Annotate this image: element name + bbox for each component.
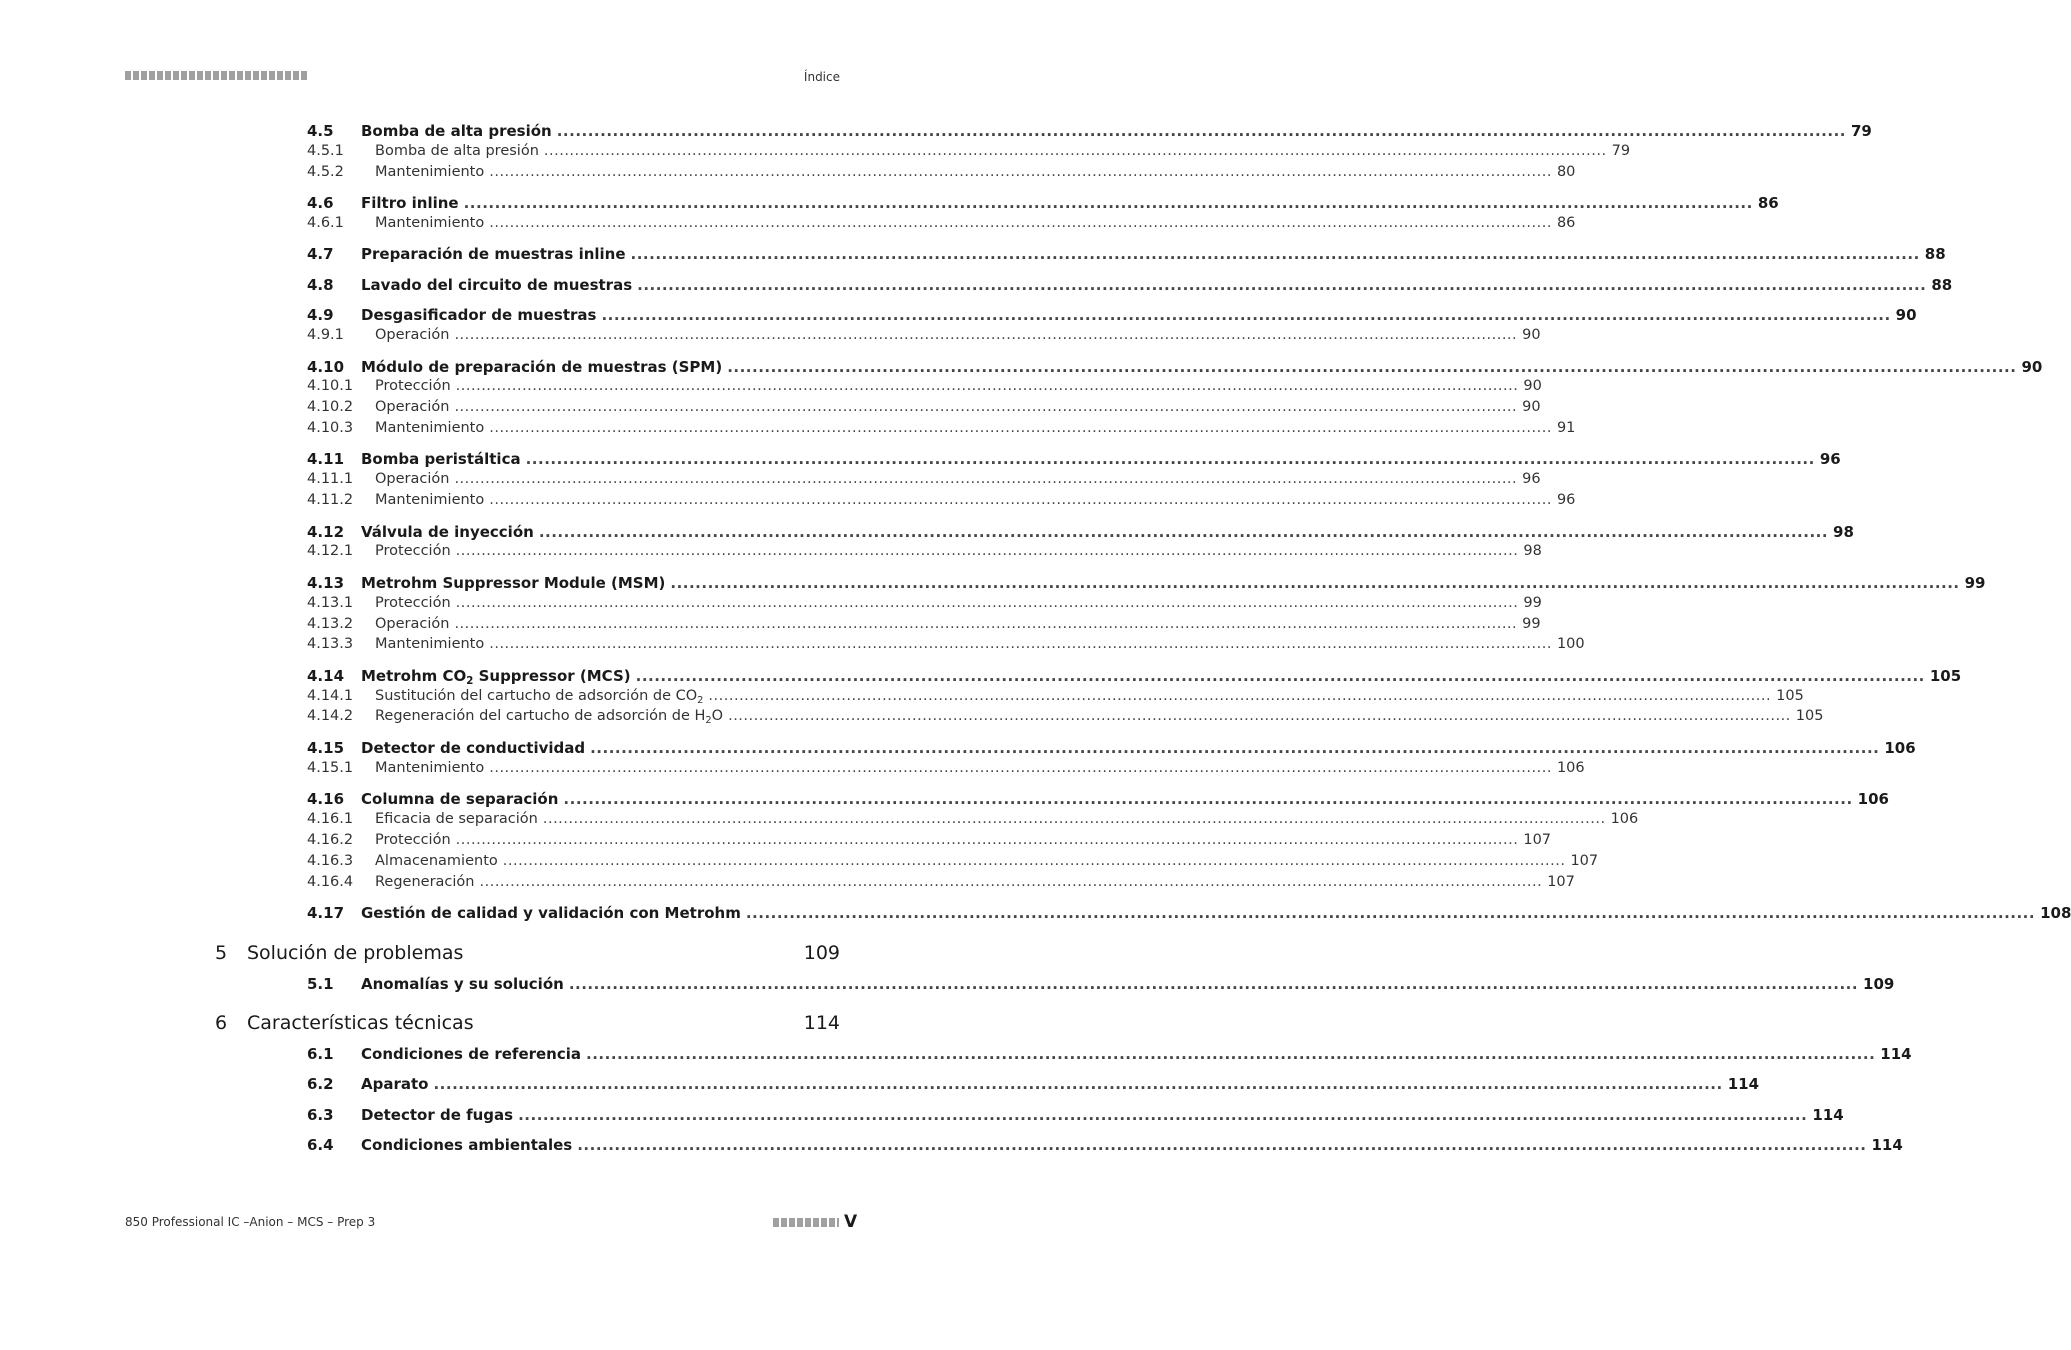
toc-chapter-title: Solución de problemas	[247, 942, 464, 964]
toc-leader	[637, 276, 1926, 294]
toc-page: 90	[1522, 399, 1541, 415]
toc-number: 6.2	[307, 1075, 334, 1093]
toc-page: 79	[1850, 122, 1872, 140]
toc-entry[interactable]	[307, 975, 1895, 995]
toc-page: 99	[1523, 595, 1542, 611]
toc-entry[interactable]	[307, 595, 1542, 615]
toc-number: 4.15.1	[307, 760, 354, 776]
toc-leader	[503, 853, 1566, 869]
toc-leader	[489, 420, 1552, 436]
toc-entry[interactable]	[307, 420, 1576, 440]
toc-leader	[577, 1136, 1866, 1154]
toc-title: Condiciones ambientales	[361, 1136, 573, 1154]
toc-page: 96	[1819, 450, 1841, 468]
toc-page: 98	[1833, 523, 1854, 541]
toc-page: 80	[1556, 164, 1576, 180]
toc-leader	[728, 708, 1791, 724]
toc-number: 4.16.4	[307, 874, 354, 890]
toc-leader	[456, 595, 1519, 611]
toc-leader	[489, 636, 1552, 652]
toc-page: 90	[1522, 327, 1541, 343]
toc-entry[interactable]	[307, 215, 1576, 235]
footer-document-title: 850 Professional IC –Anion – MCS – Prep 3	[125, 1215, 376, 1229]
toc-page: 88	[1924, 245, 1946, 263]
toc-leader	[489, 215, 1552, 231]
toc-page: 99	[1964, 574, 1986, 592]
toc-number: 4.15	[307, 739, 345, 757]
toc-title: Aparato	[361, 1075, 429, 1093]
toc-number: 6.3	[307, 1106, 334, 1124]
toc-title: Bomba peristáltica	[361, 450, 521, 468]
toc-leader	[569, 975, 1858, 993]
toc-title: Eficacia de separación	[375, 811, 538, 827]
toc-entry[interactable]	[307, 143, 1631, 163]
toc-leader	[586, 1045, 1875, 1063]
toc-page: 96	[1522, 471, 1541, 487]
toc-entry[interactable]	[307, 574, 1986, 594]
toc-number: 4.13	[307, 574, 345, 592]
toc-title: Desgasificador de muestras	[361, 306, 597, 324]
toc-title: Anomalías y su solución	[361, 975, 564, 993]
toc-page: 107	[1523, 832, 1552, 848]
toc-number: 4.7	[307, 245, 334, 263]
footer-page-number: V	[844, 1212, 858, 1232]
toc-page: 107	[1547, 874, 1575, 890]
toc-entry[interactable]	[307, 760, 1585, 780]
toc-title: Protección	[375, 595, 451, 611]
toc-number: 4.11	[307, 450, 345, 468]
toc-page: 86	[1757, 194, 1779, 212]
toc-title: Regeneración del cartucho de adsorción de $H_2O$	[375, 708, 724, 726]
toc-leader	[480, 874, 1543, 890]
footer-decoration	[773, 1218, 839, 1227]
toc-page: 105	[1795, 708, 1824, 724]
toc-page: 86	[1556, 215, 1576, 231]
toc-chapter-page: 109	[803, 942, 840, 964]
toc-page: 98	[1523, 543, 1542, 559]
toc-entry[interactable]	[307, 378, 1542, 398]
toc-page: 91	[1556, 420, 1576, 436]
toc-number: 4.14.2	[307, 708, 354, 724]
toc-entry[interactable]	[307, 523, 1854, 543]
toc-title: Bomba de alta presión	[361, 122, 552, 140]
toc-title: Mantenimiento	[375, 492, 485, 508]
toc-chapter-title: Características técnicas	[247, 1012, 474, 1034]
toc-leader	[518, 1106, 1807, 1124]
toc-leader	[563, 790, 1852, 808]
toc-leader	[454, 399, 1517, 415]
toc-page: 90	[1523, 378, 1542, 394]
toc-title: Mantenimiento	[375, 760, 485, 776]
toc-page: 107	[1570, 853, 1599, 869]
toc-entry[interactable]	[307, 811, 1639, 831]
toc-entry[interactable]	[307, 616, 1541, 636]
toc-title: Metrohm Suppressor Module (MSM)	[361, 574, 666, 592]
toc-title: Almacenamiento	[375, 853, 498, 869]
toc-title: Bomba de alta presión	[375, 143, 539, 159]
toc-number: 4.17	[307, 904, 345, 922]
toc-leader	[708, 688, 1771, 704]
toc-entry[interactable]	[307, 399, 1541, 419]
toc-entry[interactable]	[307, 688, 1804, 708]
toc-leader	[543, 811, 1606, 827]
toc-leader	[636, 667, 1925, 685]
toc-leader	[454, 327, 1517, 343]
toc-number: 4.16.1	[307, 811, 354, 827]
toc-title: Operación	[375, 327, 450, 343]
toc-entry[interactable]	[307, 471, 1541, 491]
toc-number: 4.9.1	[307, 327, 344, 343]
toc-entry[interactable]	[307, 122, 1872, 142]
toc-page: 96	[1556, 492, 1576, 508]
toc-number: 4.10.2	[307, 399, 354, 415]
toc-entry[interactable]	[307, 874, 1575, 894]
toc-leader	[631, 245, 1920, 263]
toc-entry[interactable]	[307, 358, 2043, 378]
toc-entry[interactable]	[307, 832, 1552, 852]
toc-page: 105	[1776, 688, 1804, 704]
toc-number: 4.13.2	[307, 616, 354, 632]
toc-leader	[489, 164, 1552, 180]
toc-leader	[590, 739, 1879, 757]
toc-number: 4.9	[307, 306, 334, 324]
toc-title: Operación	[375, 399, 450, 415]
toc-page: 106	[1556, 760, 1585, 776]
toc-title: Protección	[375, 378, 451, 394]
toc-number: 4.6.1	[307, 215, 344, 231]
toc-title: Protección	[375, 832, 451, 848]
toc-chapter-number: 6	[215, 1012, 228, 1034]
toc-page: 114	[1880, 1045, 1912, 1063]
toc-page: 105	[1929, 667, 1962, 685]
toc-leader	[464, 194, 1753, 212]
toc-entry[interactable]	[307, 636, 1585, 656]
toc-leader	[746, 904, 2035, 922]
toc-title: Gestión de calidad y validación con Metrohm	[361, 904, 741, 922]
toc-page: 90	[1895, 306, 1917, 324]
toc-number: 5.1	[307, 975, 334, 993]
toc-entry[interactable]	[307, 164, 1576, 184]
toc-page: 108	[2040, 904, 2071, 922]
toc-leader	[557, 122, 1846, 140]
toc-number: 4.5.1	[307, 143, 344, 159]
toc-entry[interactable]	[307, 739, 1916, 759]
toc-entry[interactable]	[307, 1045, 1912, 1065]
toc-leader	[601, 306, 1890, 324]
toc-page: 99	[1522, 616, 1541, 632]
toc-page: 109	[1863, 975, 1895, 993]
toc-entry[interactable]	[307, 194, 1779, 214]
toc-number: 4.16.3	[307, 853, 354, 869]
toc-chapter[interactable]	[215, 942, 840, 968]
toc-leader	[456, 543, 1519, 559]
toc-page: 114	[1812, 1106, 1844, 1124]
toc-entry[interactable]	[307, 1106, 1844, 1126]
toc-title: Mantenimiento	[375, 636, 485, 652]
toc-title: Operación	[375, 471, 450, 487]
toc-leader	[526, 450, 1815, 468]
toc-entry[interactable]	[307, 853, 1599, 873]
toc-title: Operación	[375, 616, 450, 632]
toc-number: 4.11.1	[307, 471, 354, 487]
toc-title: Mantenimiento	[375, 164, 485, 180]
toc-entry[interactable]	[307, 306, 1917, 326]
toc-number: 4.10	[307, 358, 345, 376]
toc-number: 4.8	[307, 276, 334, 294]
toc-number: 4.5	[307, 122, 334, 140]
toc-entry[interactable]	[307, 1075, 1760, 1095]
toc-number: 4.13.3	[307, 636, 354, 652]
toc-number: 6.4	[307, 1136, 334, 1154]
toc-leader	[489, 760, 1552, 776]
toc-leader	[670, 574, 1959, 592]
toc-leader	[456, 378, 1519, 394]
toc-page: 106	[1610, 811, 1639, 827]
toc-entry[interactable]	[307, 904, 2071, 924]
toc-entry[interactable]	[307, 667, 1962, 688]
toc-title: Mantenimiento	[375, 215, 485, 231]
toc-number: 4.14.1	[307, 688, 354, 704]
toc-title: Detector de fugas	[361, 1106, 514, 1124]
toc-number: 4.14	[307, 667, 345, 685]
toc-title: Metrohm $CO_2$ Suppressor (MCS)	[361, 667, 631, 688]
toc-chapter-page: 114	[803, 1012, 840, 1034]
toc-leader	[539, 523, 1828, 541]
toc-leader	[489, 492, 1552, 508]
toc-entry[interactable]	[307, 1136, 1903, 1156]
toc-entry[interactable]	[307, 790, 1889, 810]
toc-page: 106	[1884, 739, 1916, 757]
toc-number: 4.5.2	[307, 164, 344, 180]
toc-title: Filtro inline	[361, 194, 459, 212]
toc-number: 4.10.3	[307, 420, 354, 436]
toc-page: 106	[1857, 790, 1889, 808]
toc-entry[interactable]	[307, 276, 1953, 296]
toc-leader	[456, 832, 1519, 848]
toc-number: 4.12.1	[307, 543, 354, 559]
toc-title: Condiciones de referencia	[361, 1045, 582, 1063]
toc-page: 114	[1871, 1136, 1903, 1154]
toc-entry[interactable]	[307, 450, 1841, 470]
toc-number: 4.16	[307, 790, 345, 808]
toc-title: Preparación de muestras inline	[361, 245, 626, 263]
toc-title: Mantenimiento	[375, 420, 485, 436]
toc-number: 4.6	[307, 194, 334, 212]
toc-leader	[454, 616, 1517, 632]
toc-title: Válvula de inyección	[361, 523, 534, 541]
toc-entry[interactable]	[307, 708, 1824, 728]
toc-number: 6.1	[307, 1045, 334, 1063]
toc-leader	[433, 1075, 1722, 1093]
toc-page: 79	[1611, 143, 1631, 159]
toc-number: 4.16.2	[307, 832, 354, 848]
toc-chapter-number: 5	[215, 942, 228, 964]
toc-entry[interactable]	[307, 543, 1542, 563]
toc-title: Regeneración	[375, 874, 475, 890]
toc-leader	[544, 143, 1607, 159]
toc-entry[interactable]	[307, 245, 1946, 265]
toc-title: Lavado del circuito de muestras	[361, 276, 633, 294]
toc-page: 100	[1556, 636, 1585, 652]
toc-page: 114	[1727, 1075, 1760, 1093]
toc-number: 4.12	[307, 523, 345, 541]
toc-page: 88	[1931, 276, 1953, 294]
toc-title: Protección	[375, 543, 451, 559]
toc-title: Detector de conductividad	[361, 739, 586, 757]
toc-page: 90	[2021, 358, 2043, 376]
toc-number: 4.11.2	[307, 492, 354, 508]
toc-entry[interactable]	[307, 492, 1576, 512]
toc-number: 4.10.1	[307, 378, 354, 394]
header-section-title: Índice	[803, 70, 840, 84]
toc-leader	[454, 471, 1517, 487]
toc-title: Columna de separación	[361, 790, 559, 808]
toc-chapter[interactable]	[215, 1012, 840, 1038]
toc-leader	[727, 358, 2016, 376]
toc-entry[interactable]	[307, 327, 1541, 347]
toc-title: Sustitución del cartucho de adsorción de $CO_2$	[375, 688, 704, 706]
toc-number: 4.13.1	[307, 595, 354, 611]
toc-title: Módulo de preparación de muestras (SPM)	[361, 358, 723, 376]
